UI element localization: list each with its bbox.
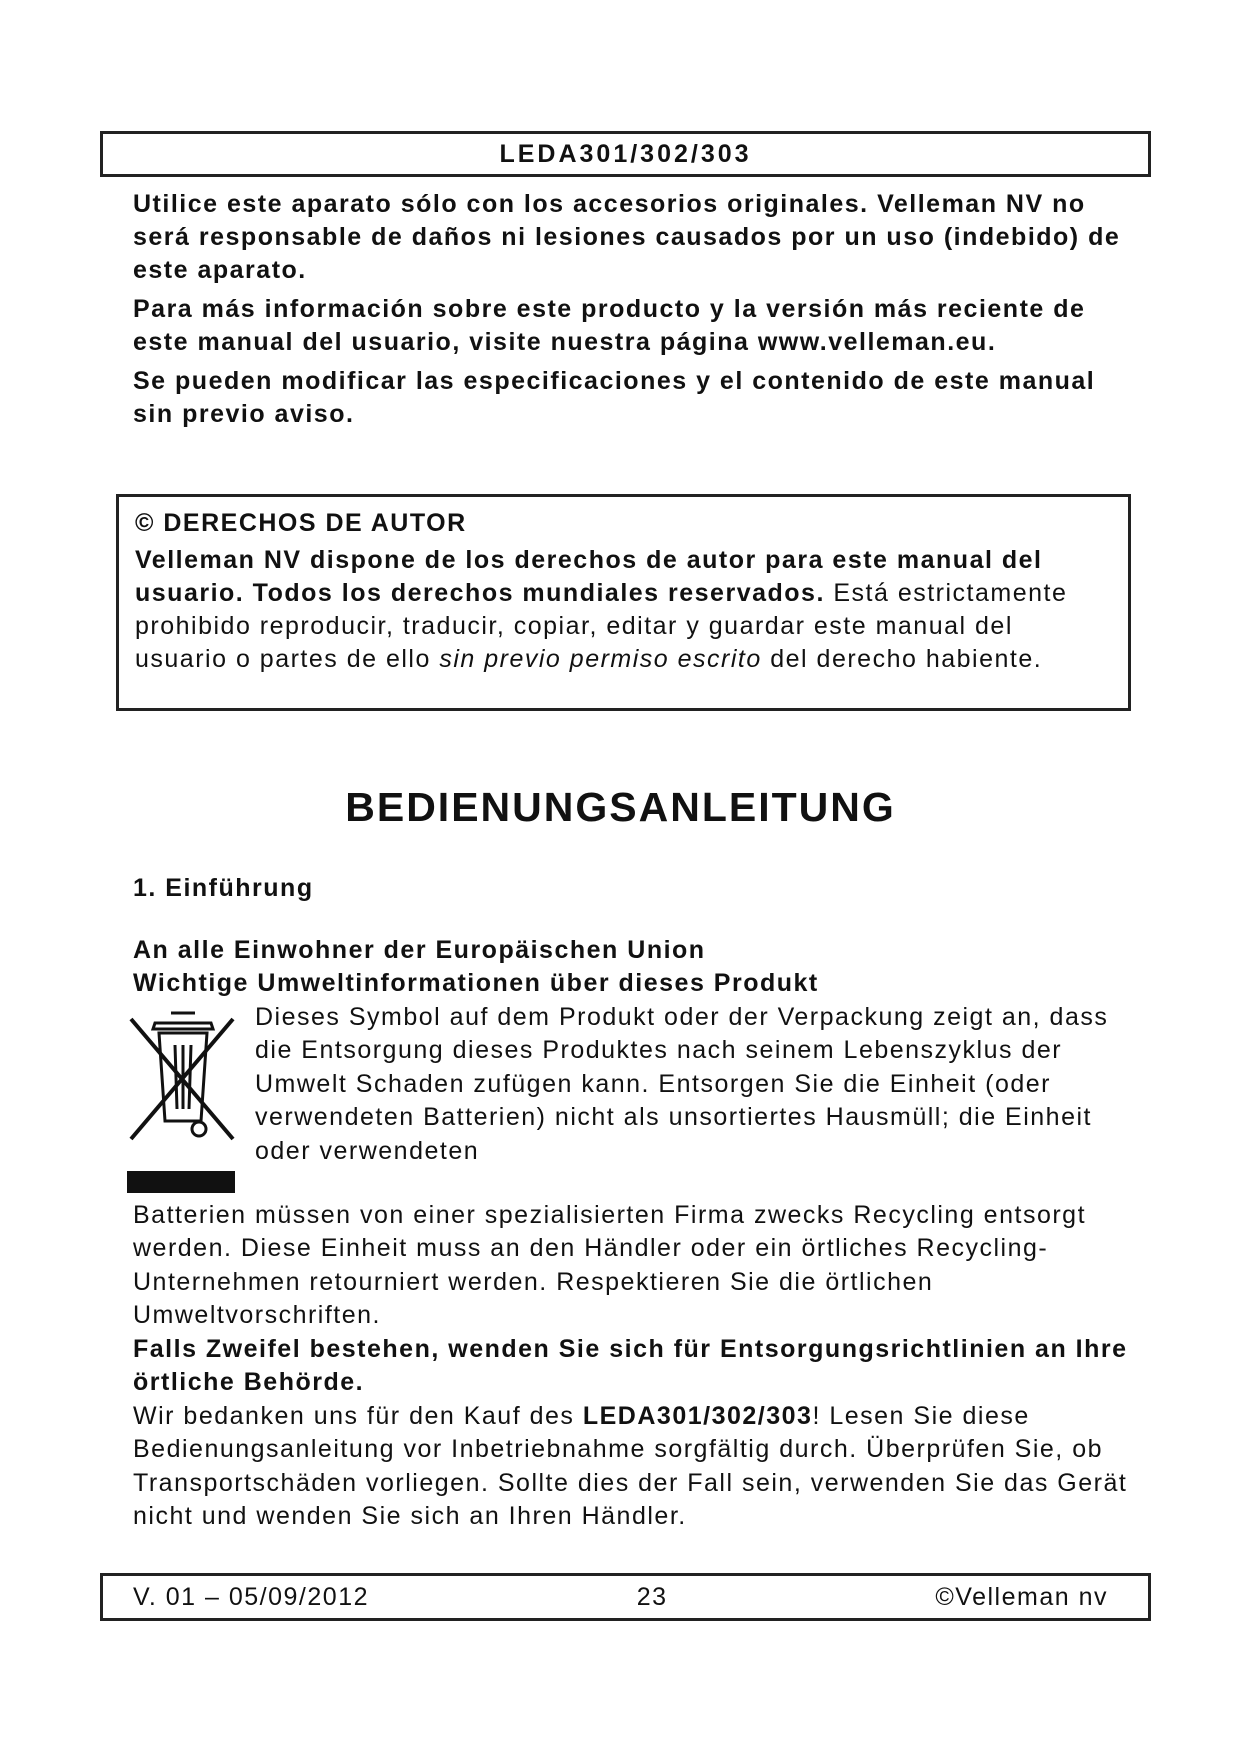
intro-section <box>133 188 1133 437</box>
disposal-advice: Falls Zweifel bestehen, wenden Sie sich für Entsorgungsrichtlinien an Ihre örtliche Behörde. <box>133 1334 1128 1396</box>
thanks-pre: Wir bedanken uns für den Kauf des <box>133 1401 583 1430</box>
page-header <box>100 131 1151 177</box>
thanks-paragraph <box>133 1400 1133 1534</box>
footer-copyright: ©Velleman nv <box>935 1582 1108 1611</box>
copyright-title: © DERECHOS DE AUTOR <box>135 509 467 537</box>
document-title: BEDIENUNGSANLEITUNG <box>345 784 896 830</box>
environment-heading: Wichtige Umweltinformationen über dieses Produkt <box>133 969 819 997</box>
copyright-bold-text: Velleman NV dispone de los derechos de autor para este manual del usuario. Todos los derechos mundiales reservados. <box>135 546 1043 607</box>
copyright-body <box>135 544 1112 676</box>
main-content <box>133 872 1133 1534</box>
page-footer <box>100 1573 1151 1621</box>
eu-heading: An alle Einwohner der Europäischen Union <box>133 935 706 964</box>
section-heading: 1. Einführung <box>133 874 314 902</box>
footer-page-number: 23 <box>636 1582 668 1611</box>
intro-paragraph-1: Utilice este aparato sólo con los accesorios originales. Velleman NV no será responsable de daños ni lesiones causados por un uso (indebido) de este aparato. <box>133 190 1121 284</box>
thanks-model: LEDA301/302/303 <box>582 1401 813 1430</box>
copyright-text-2: del derecho habiente. <box>761 645 1043 673</box>
thanks-post: ! Lesen Sie diese Bedienungsanleitung vor Inbetriebnahme sorgfältig durch. Überprüfen Sie, ob Transportschäden vorliegen. Sollte dies der Fall sein, verwenden Sie das Gerät nicht und wenden Sie sich an Ihren Händler. <box>133 1401 1128 1530</box>
intro-paragraph-3: Se pueden modificar las especificaciones y el contenido de este manual sin previo aviso. <box>133 367 1096 428</box>
header-model: LEDA301/302/303 <box>499 139 752 168</box>
copyright-box <box>116 494 1131 711</box>
copyright-text-1: Está estrictamente prohibido reproducir, traducir, copiar, editar y guardar este manual del usuario o partes de ello <box>135 579 1068 673</box>
footer-version: V. 01 – 05/09/2012 <box>133 1582 369 1611</box>
weee-continued: Batterien müssen von einer spezialisierten Firma zwecks Recycling entsorgt werden. Diese Einheit muss an den Händler oder ein örtliches Recycling-Unternehmen retourniert werden. Respektieren Sie die örtlichen Umweltvorschriften. <box>133 1200 1087 1329</box>
crossed-bin-icon <box>123 1001 243 1199</box>
intro-paragraph-2: Para más información sobre este producto y la versión más reciente de este manual del usuario, visite nuestra página www.velleman.eu. <box>133 295 1086 356</box>
weee-block <box>133 1001 1133 1199</box>
weee-text: Dieses Symbol auf dem Produkt oder der Verpackung zeigt an, dass die Entsorgung dieses Produktes nach seinem Lebenszyklus der Umwelt Schaden zufügen kann. Entsorgen Sie die Einheit (oder verwendeten Batterien) nicht als unsortiertes Hausmüll; die Einheit oder verwendeten <box>255 1002 1109 1165</box>
copyright-italic-text: sin previo permiso escrito <box>439 645 762 673</box>
